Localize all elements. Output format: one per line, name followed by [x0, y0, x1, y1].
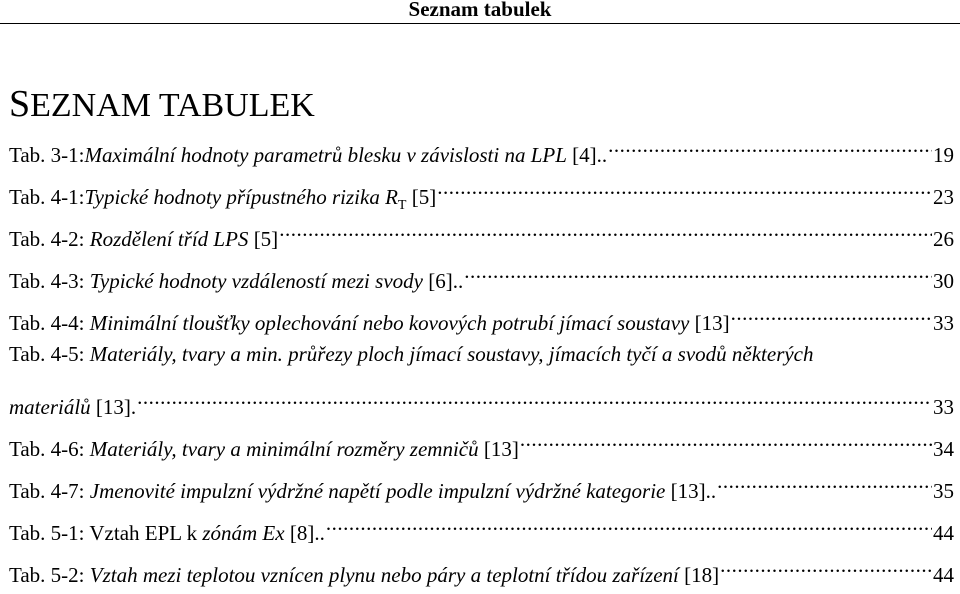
toc-entry[interactable]: Tab. 4-2: Rozdělení tříd LPS [5] ..... 26: [9, 216, 954, 258]
running-header-text: Seznam tabulek: [408, 0, 552, 21]
toc-entry[interactable]: Tab. 5-1: Vztah EPL k zónám Ex [8].. ..... 44: [9, 510, 954, 552]
toc-entry[interactable]: Tab. 4-3: Typické hodnoty vzdáleností mezi svody [6].. ..... 30: [9, 258, 954, 300]
page-number: 19: [933, 143, 954, 167]
page-number: 44: [933, 521, 954, 545]
toc-entry[interactable]: Tab. 4-7: Jmenovité impulzní výdržné napětí podle impulzní výdržné kategorie [13].. ..... 35: [9, 468, 954, 510]
toc-entry[interactable]: Tab. 4-5: Materiály, tvary a min. průřezy ploch jímací soustavy, jímacích tyčí a svodů některých materiálů [13]. ..... 33: [9, 342, 954, 426]
dot-leader: [437, 174, 932, 204]
dot-leader: [279, 216, 932, 246]
dot-leader: [717, 468, 932, 498]
page-number: 26: [933, 227, 954, 251]
toc-entry[interactable]: Tab. 4-1:Typické hodnoty přípustného rizika $R_T$ [5] ..... 23: [9, 174, 954, 216]
dot-leader: [520, 426, 932, 456]
page-number: 35: [933, 479, 954, 503]
dot-leader: [608, 132, 932, 162]
toc-entry[interactable]: Tab. 5-2: Vztah mezi teplotou vznícen plynu nebo páry a teplotní třídou zařízení [18] ..... 44: [9, 552, 954, 594]
dot-leader: [720, 552, 932, 582]
page-number: 30: [933, 269, 954, 293]
page-number: 44: [933, 563, 954, 587]
running-header: [0, 0, 960, 24]
toc-entry[interactable]: Tab. 3-1:Maximální hodnoty parametrů blesku v závislosti na LPL [4].. ..... 19: [9, 132, 954, 174]
page-number: 33: [933, 395, 954, 419]
toc-entry[interactable]: Tab. 4-4: Minimální tloušťky oplechování nebo kovových potrubí jímací soustavy [13] ..... 33: [9, 300, 954, 342]
dot-leader: [137, 384, 932, 414]
page-number: 33: [933, 311, 954, 335]
page-number: 34: [933, 437, 954, 461]
dot-leader: [326, 510, 932, 540]
page-title: SEZNAM TABULEK: [9, 83, 315, 125]
dot-leader: [464, 258, 932, 288]
dot-leader: [731, 300, 932, 330]
page-number: 23: [933, 185, 954, 209]
toc-entry[interactable]: Tab. 4-6: Materiály, tvary a minimální rozměry zemničů [13] ..... 34: [9, 426, 954, 468]
table-list: [9, 132, 954, 594]
